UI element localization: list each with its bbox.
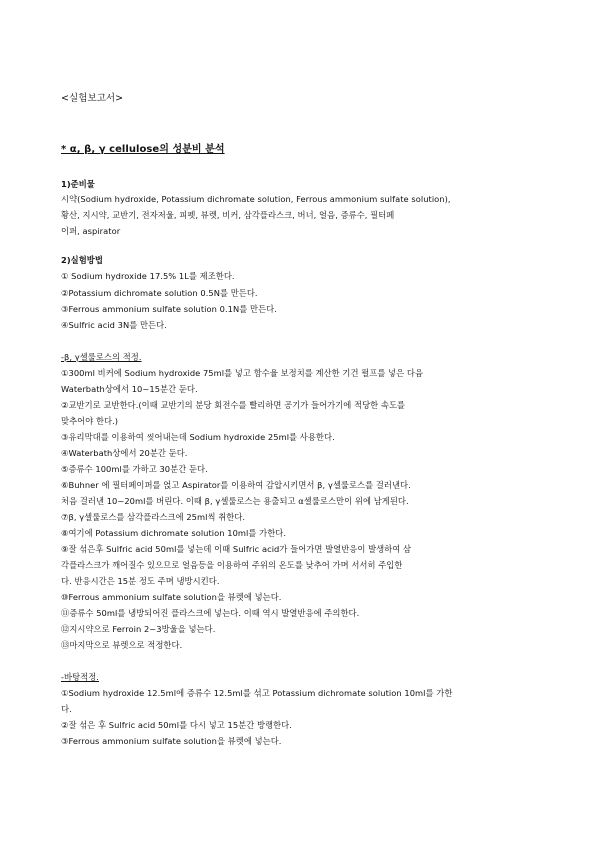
titration-line: ②교반기로 교반한다.(이때 교반기의 분당 회전수를 빨리하면 공기가 들어가기에 적당한 속도를 [61,400,406,410]
titration-line: ⑤증류수 100ml를 가하고 30분간 둔다. [61,464,208,474]
titration-line: ⑥Buhner 에 필터페이퍼를 얹고 Aspirator를 이용하여 감압시키면서 β, γ셀룰로스를 걸러낸다. [61,480,411,490]
titration-line: ⑧여기에 Potassium dichromate solution 10ml를 가한다. [61,528,287,538]
titration-line: ⑪증류수 50ml를 냉방되어진 플라스크에 넣는다. 이때 역시 발열반응에 주의한다. [61,608,360,618]
titration-line: ④Waterbath상에서 20분간 둔다. [61,448,188,458]
titration-line: ③유리막대를 이용하여 씻어내는데 Sodium hydroxide 25ml를 사용한다. [61,432,335,442]
blank-titration-line: ①Sodium hydroxide 12.5ml에 증류수 12.5ml를 섞고 Potassium dichromate solution 10ml를 가한 [61,688,453,698]
titration-line: ⑦β, γ셀룰로스를 삼각플라스크에 25ml씩 취한다. [61,512,246,522]
report-heading: <실험보고서> [61,93,124,104]
titration-line: ⑬마지막으로 뷰렛으로 적정한다. [61,640,183,650]
method-step: ②Potassium dichromate solution 0.5N를 만든다. [61,288,258,298]
materials-line: 황산, 지시약, 교반기, 전자저울, 피펫, 뷰렛, 비커, 삼각플라스크, 버너, 얼음, 증류수, 필터페 [61,210,395,220]
titration-line: Waterbath상에서 10~15분간 둔다. [61,384,198,394]
method-step: ④Sulfric acid 3N를 만든다. [61,320,167,330]
materials-line: 이퍼, aspirator [61,226,121,236]
titration-line: ⑨잘 섞은후 Sulfric acid 50ml를 넣는데 이때 Sulfric acid가 들어가면 발열반응이 발생하여 삼 [61,544,412,554]
titration-line: ⑫지시약으로 Ferroin 2~3방울을 넣는다. [61,624,216,634]
blank-titration-line: ③Ferrous ammonium sulfate solution을 뷰렛에 넣는다. [61,736,282,746]
titration-line: 각플라스크가 깨어질수 있으므로 얼음등을 이용하여 주위의 온도를 낮추어 가며 서서히 주입한 [61,560,403,570]
section-heading-blank-titration: -바탕적정. [61,672,99,682]
blank-titration-line: 다. [61,704,72,714]
section-heading-method: 2)실험방법 [61,255,103,265]
titration-line: ⑩Ferrous ammonium sulfate solution을 뷰렛에 넣는다. [61,592,282,602]
section-heading-materials: 1)준비물 [61,179,95,189]
section-heading-beta-gamma-titration: -β, γ셀룰로스의 적정. [61,352,142,362]
method-step: ③Ferrous ammonium sulfate solution 0.1N를 만든다. [61,304,277,314]
titration-line: 다. 반응시간은 15분 정도 주며 냉방시킨다. [61,576,220,586]
titration-line: ①300ml 비커에 Sodium hydroxide 75ml를 넣고 함수율 보정치를 계산한 기건 펄프를 넣은 다음 [61,368,424,378]
titration-line: 처음 걸러낸 10~20ml를 버린다. 이때 β, γ셀룰로스는 용출되고 α셀룰로스만이 위에 남게된다. [61,496,409,506]
document-title: * α, β, γ cellulose의 성분비 분석 [61,144,225,155]
titration-line: 맞추어야 한다.) [61,416,119,426]
blank-titration-line: ②잘 섞은 후 Sulfric acid 50ml를 다시 넣고 15분간 방랭한다. [61,720,292,730]
materials-line: 시약(Sodium hydroxide, Potassium dichromate solution, Ferrous ammonium sulfate solution), [61,194,451,204]
method-step: ① Sodium hydroxide 17.5% 1L를 제조한다. [61,271,235,281]
